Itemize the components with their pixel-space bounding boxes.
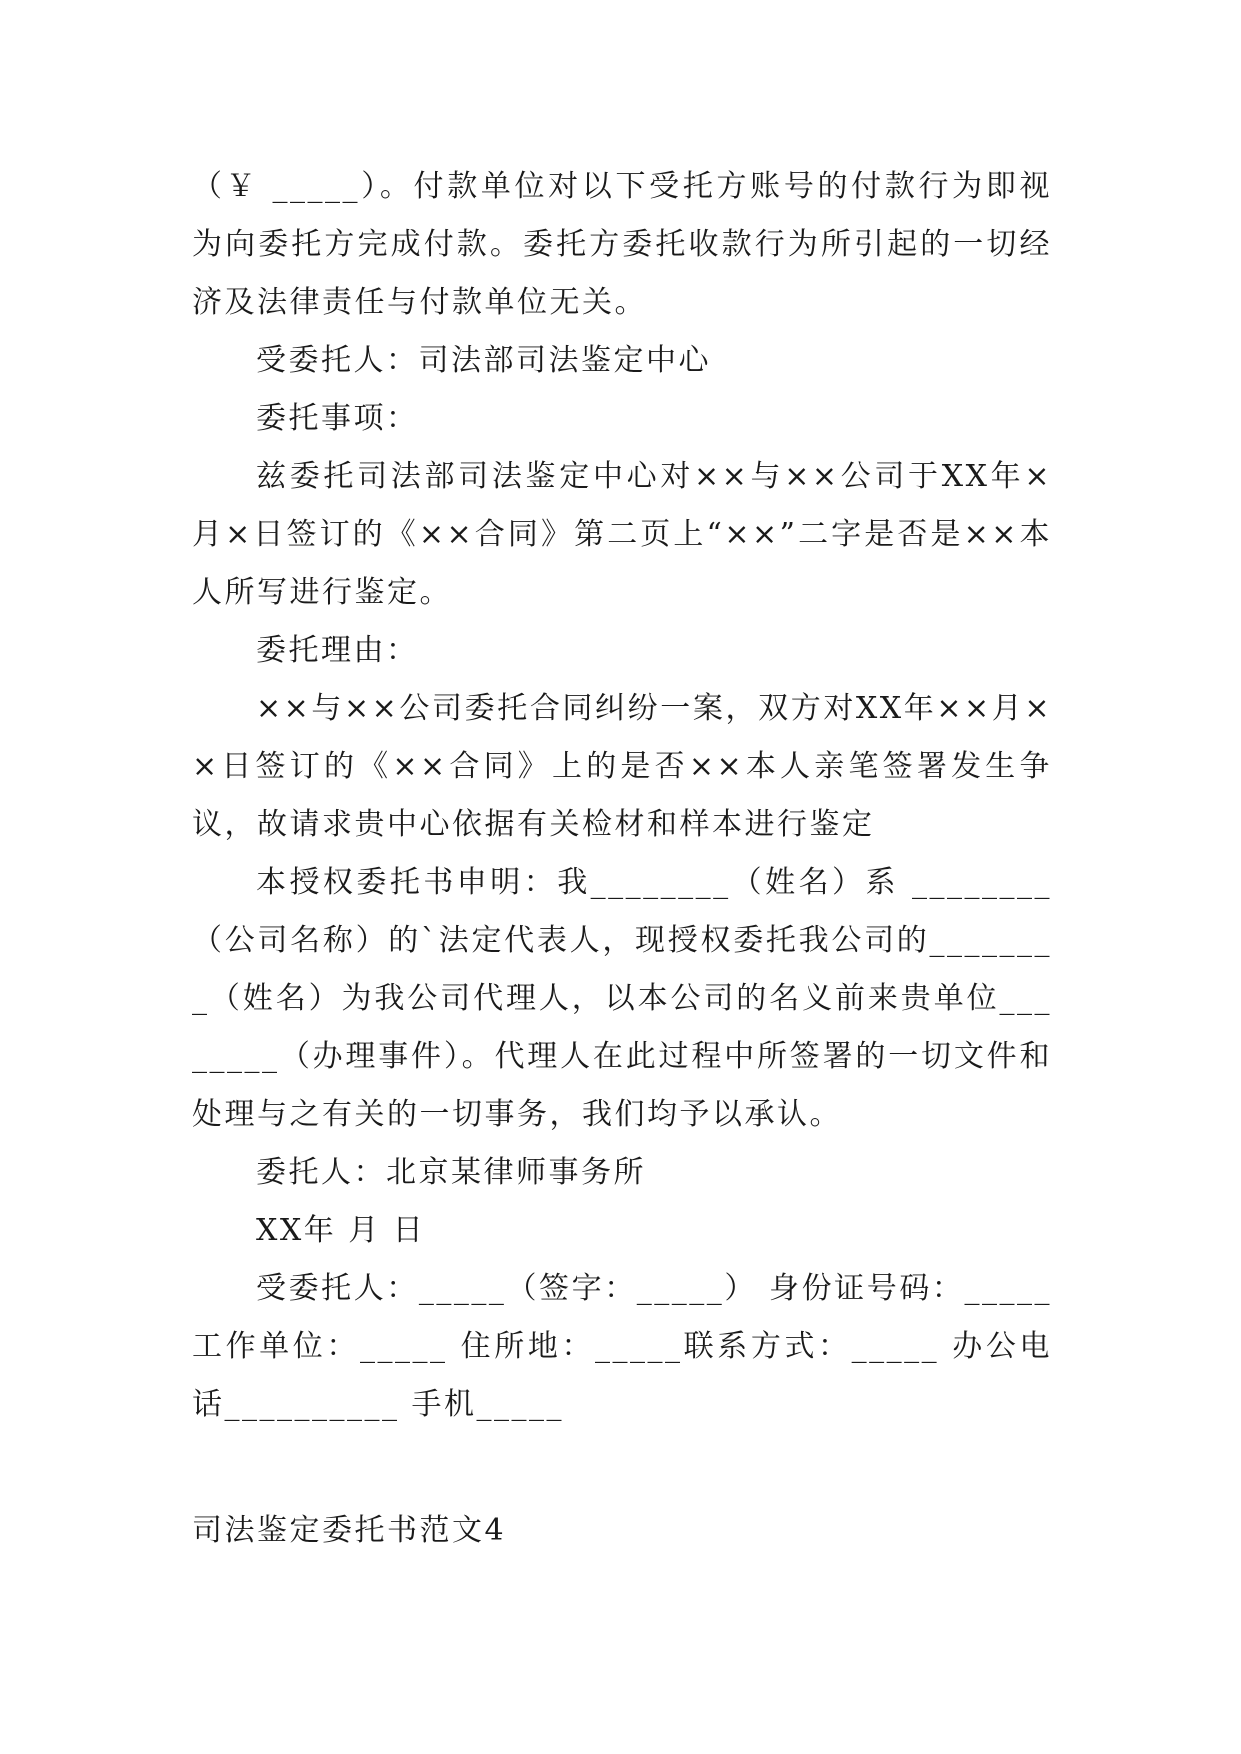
section-heading: 司法鉴定委托书范文4 <box>192 1513 507 1548</box>
authorization-paragraph: 本授权委托书申明：我________（姓名）系 ________（公司名称）的`法定代表人，现授权委托我公司的________（姓名）为我公司代理人，以本公司的名义前来贵单位________（办理事件）。代理人在此过程中所签署的一切文件和处理与之有关的一切事务，我们均予以承认。 <box>192 865 1052 1132</box>
reason-paragraph: ××与××公司委托合同纠纷一案，双方对XX年××月××日签订的《××合同》上的是否××本人亲笔签署发生争议，故请求贵中心依据有关检材和样本进行鉴定 <box>192 691 1052 842</box>
trustee-line: 受委托人：司法部司法鉴定中心 <box>256 343 711 378</box>
payment-paragraph: （￥ _____）。付款单位对以下受托方账号的付款行为即视为向委托方完成付款。委托方委托收款行为所引起的一切经济及法律责任与付款单位无关。 <box>192 169 1052 320</box>
matter-paragraph: 兹委托司法部司法鉴定中心对××与××公司于XX年×月×日签订的《××合同》第二页上“××”二字是否是××本人所写进行鉴定。 <box>192 459 1052 610</box>
reason-heading: 委托理由： <box>256 633 419 668</box>
trustee-details-paragraph: 受委托人：_____（签字：_____） 身份证号码：_____工作单位：_____ 住所地：_____联系方式：_____ 办公电话__________ 手机_____ <box>192 1271 1052 1422</box>
document-body <box>192 158 1052 1434</box>
date-line: XX年 月 日 <box>256 1213 426 1248</box>
matter-heading: 委托事项： <box>256 401 419 436</box>
principal-line: 委托人：北京某律师事务所 <box>256 1155 646 1190</box>
